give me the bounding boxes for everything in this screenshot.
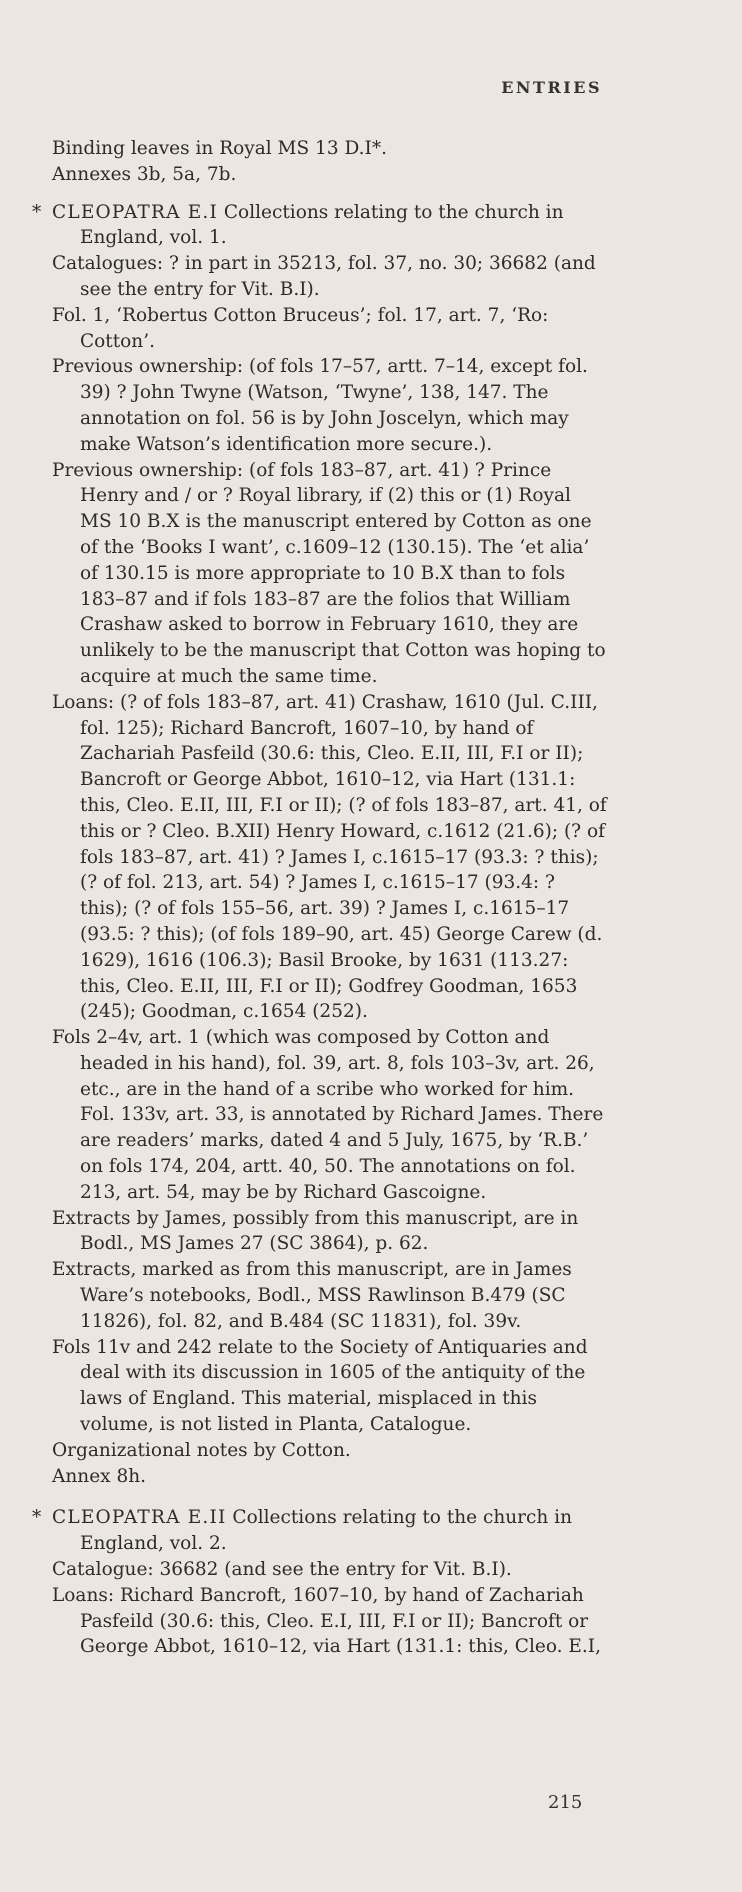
asterisk-marker: * — [32, 201, 42, 223]
entry-paragraph: Loans: Richard Bancroft, 1607–10, by hand of Zachariah Pasfeild (30.6: this, Cleo. E.I, III, F.I or II); Bancroft or George Abbot, 1610–12, via Hart (131.1: this, Cleo. E.I, — [52, 1584, 601, 1658]
entry-paragraph: Previous ownership: (of fols 183–87, art. 41) ? Prince Henry and / or ? Royal library, if (2) this or (1) Royal MS 10 B.X is the manuscript entered by Cotton as one of the ‘Books I want’, c.1609–12 (130.15). The ‘et alia’ of 130.15 is more appropriate to 10 B.X than to fols 183–87 and if fols 183–87 are the folios that William Crashaw asked to borrow in February 1610, they are unlikely to be the manuscript that Cotton was hoping to acquire at much the same time. — [52, 459, 606, 687]
entry-paragraph: Extracts, marked as from this manuscript, are in James Ware’s notebooks, Bodl., MSS Rawlinson B.479 (SC 11826), fol. 82, and B.484 (SC 11831), fol. 39v. — [52, 1259, 572, 1332]
entry-paragraph: Fols 2–4v, art. 1 (which was composed by Cotton and headed in his hand), fol. 39, art. 8, fols 103–3v, art. 26, etc., are in the hand of a scribe who worked for him. Fol. 133v, art. 33, is annotated by Richard James. There are readers’ marks, dated 4 and 5 July, 1675, by ‘R.B.’ on fols 174, 204, artt. 40, 50. The annotations on fol. 213, art. 54, may be by Richard Gascoigne. — [52, 1027, 604, 1203]
page-body — [28, 136, 608, 1660]
page-number: 215 — [548, 1792, 583, 1813]
asterisk-marker: * — [32, 1507, 42, 1529]
entry-shelfmark: CLEOPATRA E.II — [52, 1507, 227, 1529]
entry-paragraph: Fols 11v and 242 relate to the Society of Antiquaries and deal with its discussion in 1605 of the antiquity of the laws of England. This material, misplaced in this volume, is not listed in Planta, Catalogue. — [52, 1336, 588, 1436]
entry-paragraph: Fol. 1, ‘Robertus Cotton Bruceus’; fol. 17, art. 7, ‘Ro: Cotton’. — [52, 304, 549, 352]
entry-heading — [28, 200, 608, 252]
entry-shelfmark: CLEOPATRA E.I — [52, 201, 219, 223]
intro-line: Annexes 3b, 5a, 7b. — [52, 163, 237, 185]
running-head: ENTRIES — [501, 78, 602, 97]
entry-title: Collections relating to the church in England, vol. 2. — [80, 1507, 573, 1555]
intro-line: Binding leaves in Royal MS 13 D.I*. — [52, 138, 387, 159]
entry-heading — [28, 1505, 608, 1557]
entry-paragraph: Organizational notes by Cotton. — [52, 1439, 351, 1461]
entry-paragraph: Catalogues: ? in part in 35213, fol. 37, no. 30; 36682 (and see the entry for Vit. B.I). — [52, 253, 596, 300]
entry-title: Collections relating to the church in England, vol. 1. — [80, 201, 564, 249]
entry-paragraph: Annex 8h. — [52, 1465, 147, 1487]
entry-paragraph: Extracts by James, possibly from this manuscript, are in Bodl., MS James 27 (SC 3864), p. 62. — [52, 1207, 579, 1255]
entry-paragraph: Catalogue: 36682 (and see the entry for Vit. B.I). — [52, 1559, 512, 1581]
entry-paragraph: Previous ownership: (of fols 17–57, artt. 7–14, except fol. 39) ? John Twyne (Watson, ‘Twyne’, 138, 147. The annotation on fol. 56 is by John Joscelyn, which may make Watson’s identification more secure.). — [52, 356, 588, 455]
entry-paragraph: Loans: (? of fols 183–87, art. 41) Crashaw, 1610 (Jul. C.III, fol. 125); Richard Bancroft, 1607–10, by hand of Zachariah Pasfeild (30.6: this, Cleo. E.II, III, F.I or II); Bancroft or George Abbot, 1610–12, via Hart (131.1: this, Cleo. E.II, III, F.I or II); (? of fols 183–87, art. 41, of this or ? Cleo. B.XII) Henry Howard, c.1612 (21.6); (? of fols 183–87, art. 41) ? James I, c.1615–17 (93.3: ? this); (? of fol. 213, art. 54) ? James I, c.1615–17 (93.4: ? this); (? of fols 155–56, art. 39) ? James I, c.1615–17 (93.5: ? this); (of fols 189–90, art. 45) George Carew (d. 1629), 1616 (106.3); Basil Brooke, by 1631 (113.27: this, Cleo. E.II, III, F.I or II); Godfrey Goodman, 1653 (245); Goodman, c.1654 (252). — [52, 691, 607, 1023]
